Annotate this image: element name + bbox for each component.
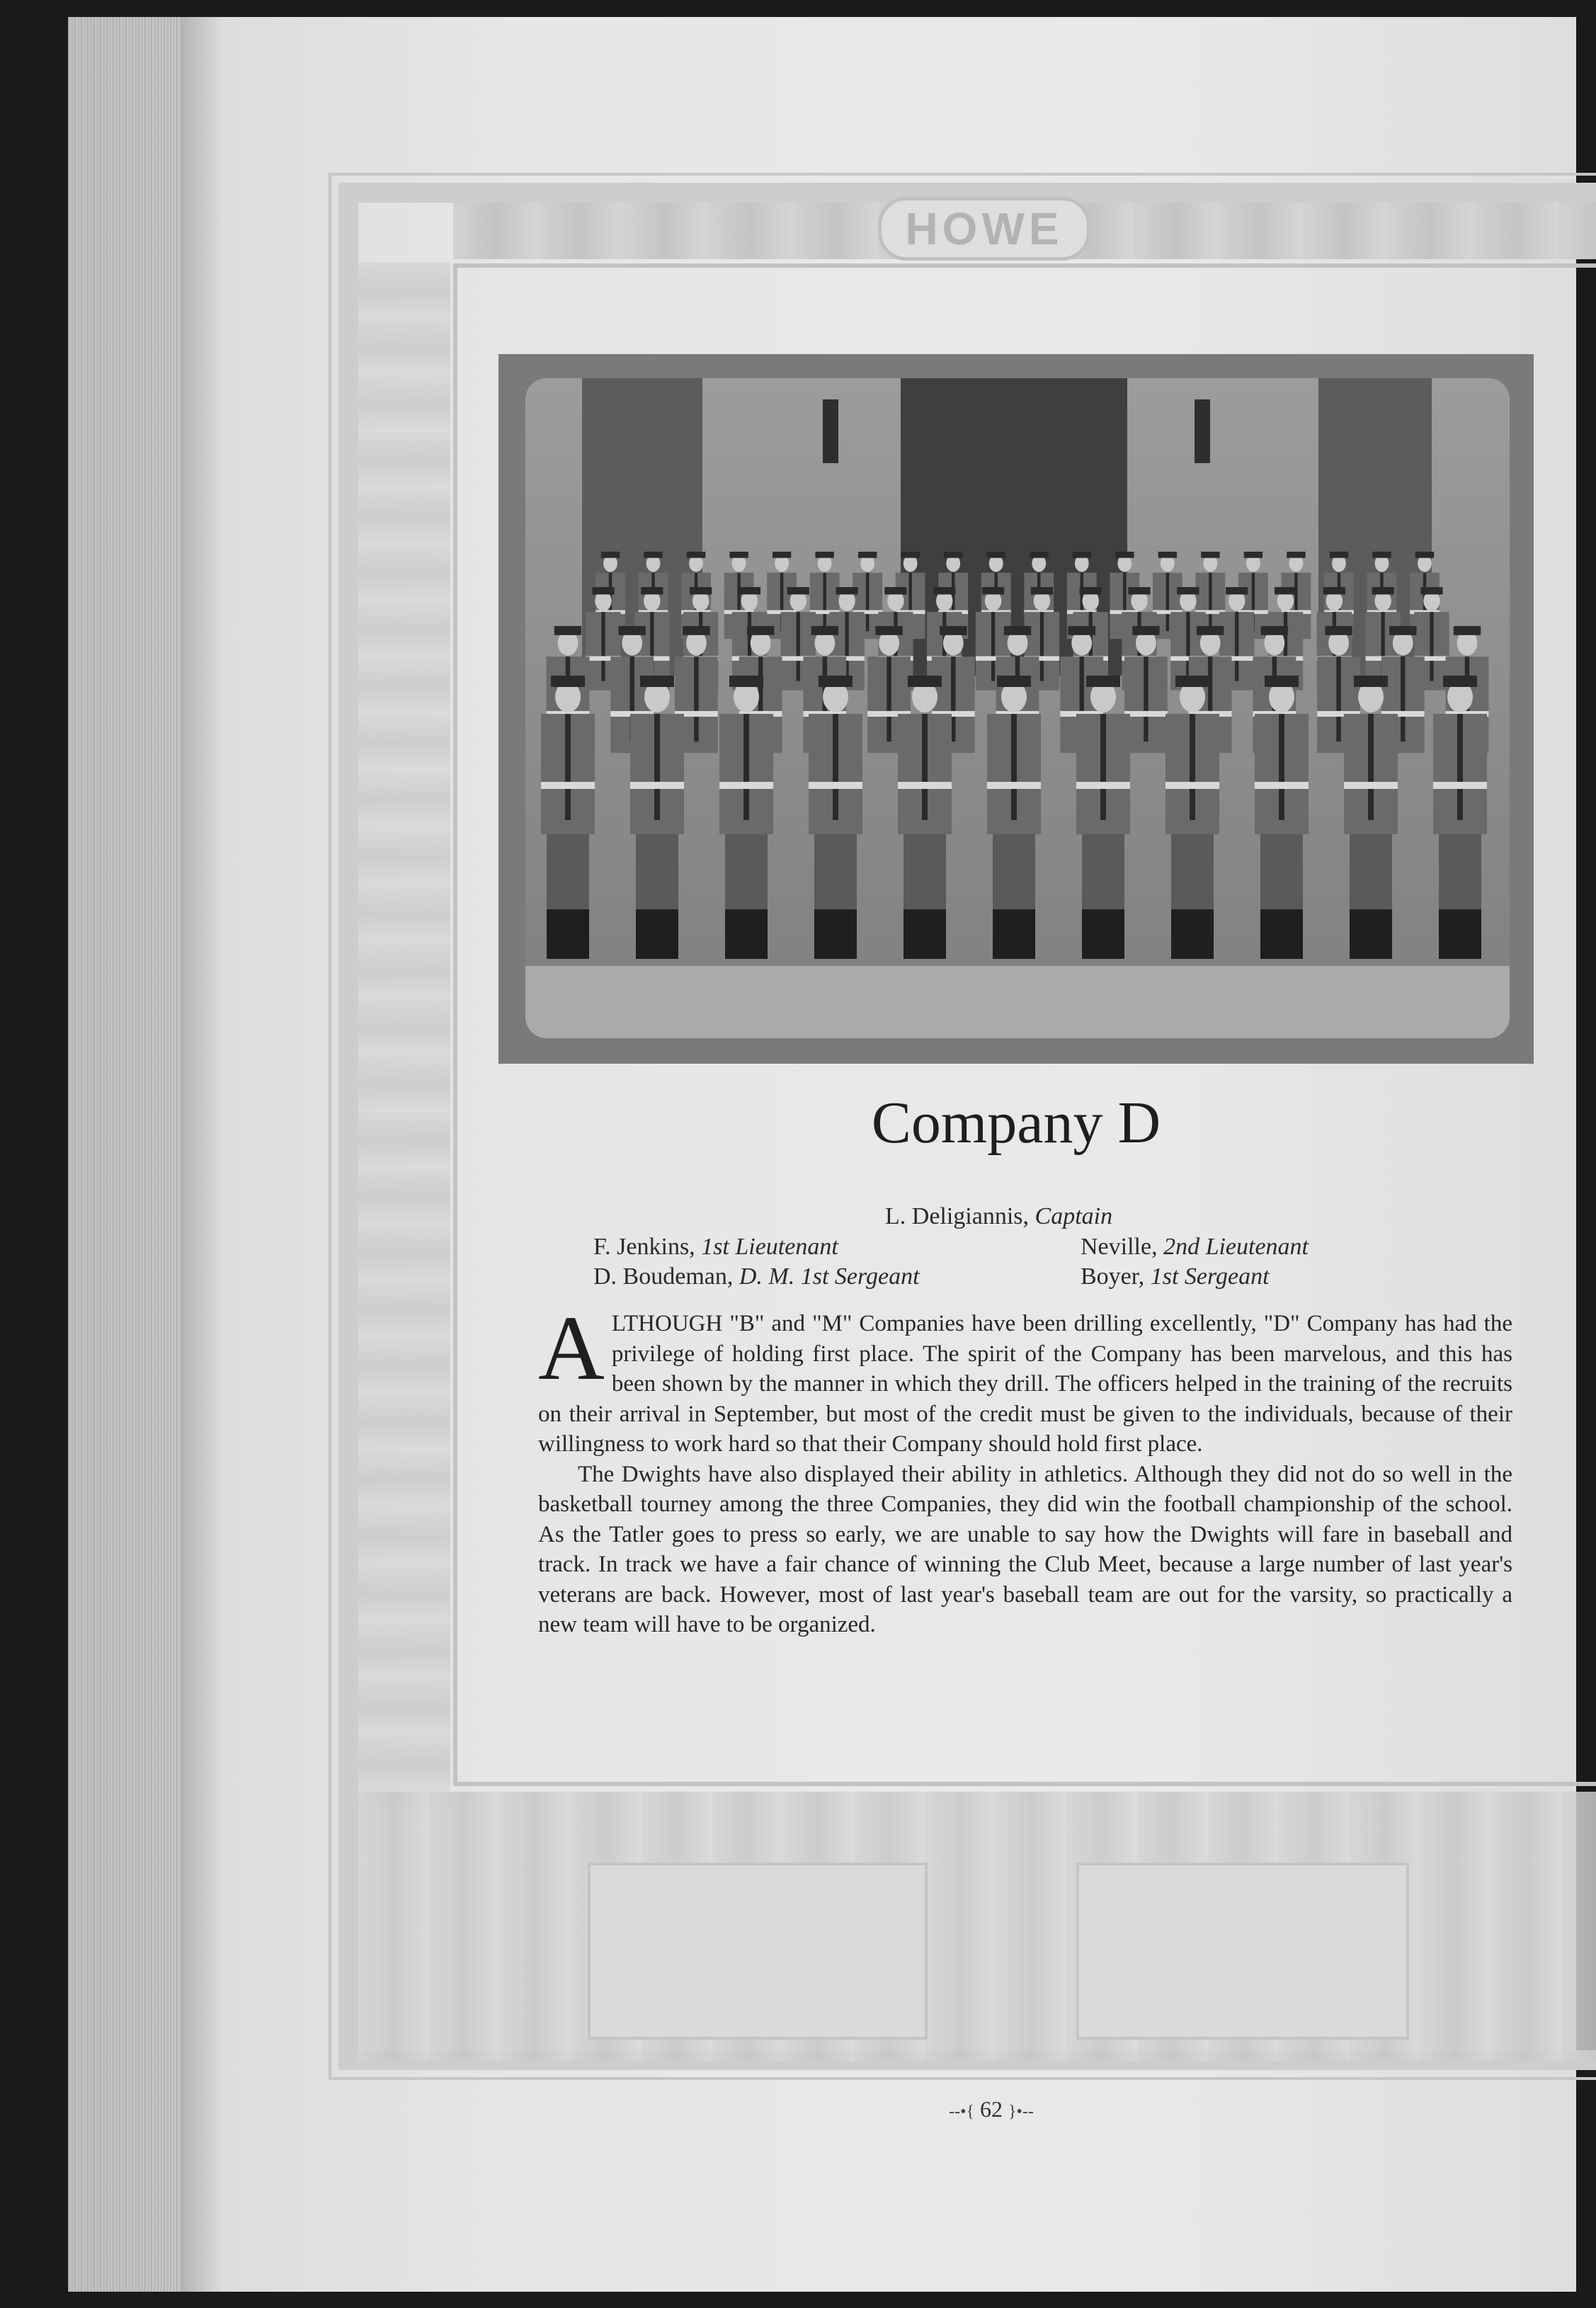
lantern-right [1195, 399, 1210, 463]
page-number: 62 [980, 2096, 1003, 2122]
cadet-figure [987, 676, 1041, 959]
officer-name: D. Boudeman, [593, 1263, 734, 1290]
frame-bottom-ornament [358, 1792, 1596, 2061]
header-logo-word: HOWE [878, 197, 1090, 261]
lantern-left [823, 399, 838, 463]
officer-name: Neville, [1081, 1234, 1158, 1260]
spine-shadow [181, 17, 224, 2292]
paragraph-2: The Dwights have also displayed their ability in athletics. Although they did not do so well in the basketball tourney among the three Companies, they did win the football championship of the school. As the Tatler goes to press so early, we are unable to say how the Dwights will fare in baseball and track. In track we have a fair chance of winning the Club Meet, because a large number of last year's veterans are back. However, most of last year's baseball team are out for the varsity, so practically a new team will have to be organized. [538, 1461, 1512, 1637]
roster-right-1 [1081, 1232, 1309, 1263]
cadet-figure [898, 676, 952, 959]
officer-name: F. Jenkins, [593, 1234, 695, 1260]
company-photograph [525, 378, 1510, 1038]
folio-right-ornament: }•-- [1008, 2103, 1034, 2121]
roster-right-2 [1081, 1262, 1270, 1292]
frame-left-ornament [358, 262, 450, 1806]
article-body [538, 1297, 1512, 1640]
captain-name: L. Deligiannis, [885, 1203, 1030, 1229]
captain-rank: Captain [1034, 1203, 1113, 1229]
cadet-figure [541, 676, 595, 959]
page-folio [920, 2096, 1062, 2122]
paragraph-1-text: LTHOUGH "B" and "M" Companies have been drilling excellently, "D" Company has had the privilege of holding first place. The spirit of the Company has been marvelous, and this has been shown by the manner in which they drill. The officers helped in the training of the recruits on their arrival in September, but most of the credit must be given to the individuals, because of their willingness to work hard so that their Company should hold first place. [538, 1311, 1512, 1457]
steps [525, 966, 1510, 1038]
cadet-figure [809, 676, 862, 959]
cannon-vignette [588, 1863, 928, 2040]
cadet-figure [1076, 676, 1130, 959]
cadet-figure [1165, 676, 1219, 959]
drop-cap: A [538, 1297, 605, 1399]
officer-name: Boyer, [1081, 1263, 1145, 1290]
building-vignette [1076, 1863, 1409, 2040]
photo-drawing [525, 378, 1510, 1038]
page-edges [68, 17, 181, 2292]
cadet-figure [1433, 676, 1487, 959]
folio-left-ornament: --•{ [949, 2103, 974, 2121]
officer-rank: D. M. 1st Sergeant [739, 1263, 920, 1290]
cadet-figure [630, 676, 684, 959]
officer-rank: 1st Sergeant [1150, 1263, 1270, 1290]
roster-left-1 [593, 1232, 838, 1263]
paragraph-1 [538, 1297, 1512, 1460]
section-title: Company D [871, 1090, 1161, 1156]
roster-captain [885, 1202, 1112, 1232]
cadet-figure [719, 676, 773, 959]
roster-left-2 [593, 1262, 920, 1292]
officer-rank: 2nd Lieutenant [1163, 1234, 1309, 1260]
officer-rank: 1st Lieutenant [701, 1234, 838, 1260]
cadet-figure [1344, 676, 1398, 959]
cadet-figure [1255, 676, 1309, 959]
